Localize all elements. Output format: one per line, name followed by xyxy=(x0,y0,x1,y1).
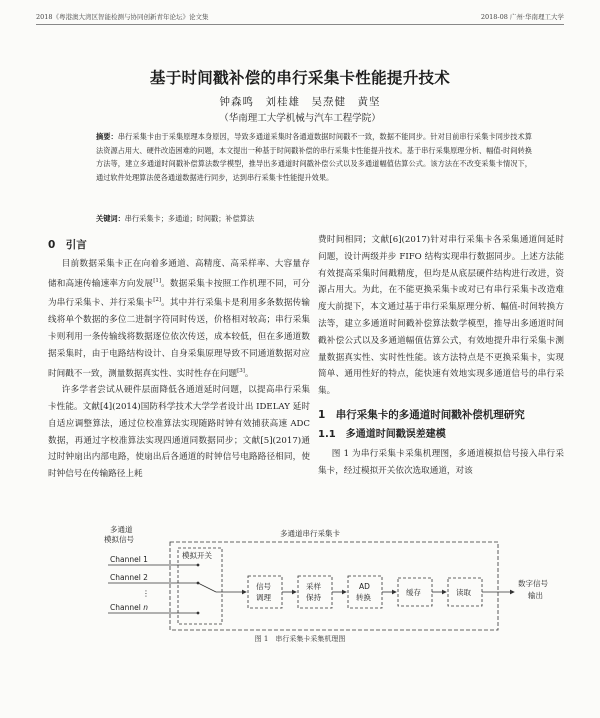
right-column xyxy=(318,232,564,480)
paper-affiliation: （华南理工大学机械与汽车工程学院） xyxy=(219,113,381,124)
channel-n-label xyxy=(110,603,148,612)
block-buffer-label: 缓存 xyxy=(406,588,421,597)
citation-3: [3] xyxy=(237,367,245,374)
intro-text-d: 。 xyxy=(244,368,254,379)
intro-text-c: 。其中并行采集卡是利用多条数据传输线将单个数据的多位二进制字符同时传送，价格相对较高；串行采集卡则利用一条传输线将数据逐位依次传送，成本较低，但在多通道数据采集时，由于电路结构设计、自身采集原理导致不同通道数据对应时间戳不一致，测量数据真实性、实时性存在问题 xyxy=(48,298,310,379)
block-ad-conversion xyxy=(348,576,382,608)
switch-contact-1 xyxy=(197,564,200,567)
left-column xyxy=(48,236,310,483)
switch-arm xyxy=(198,583,216,592)
figure-1-caption: 图 1 串行采集卡采集机理图 xyxy=(254,635,346,643)
channel-1-label: Channel 1 xyxy=(110,555,148,564)
channel-ellipsis: ⋮ xyxy=(142,589,150,598)
block-signal-conditioning-l2: 调理 xyxy=(256,593,271,602)
keywords-label: 关键词： xyxy=(96,214,125,223)
switch-contact-n xyxy=(197,612,200,615)
channel-n-suffix: n xyxy=(143,603,148,612)
section-1-1-paragraph: 图 1 为串行采集卡采集机理图，多通道模拟信号接入串行采集卡，经过模拟开关依次选取通道，对该 xyxy=(318,448,564,476)
channel-2-label: Channel 2 xyxy=(110,573,148,582)
block-read-label: 读取 xyxy=(456,588,471,597)
figure-1 xyxy=(48,524,568,644)
analog-switch-label: 模拟开关 xyxy=(182,551,212,560)
keywords-text: 串行采集卡；多通道；时间戳；补偿算法 xyxy=(124,214,255,223)
analog-label-1: 多通道 xyxy=(110,525,133,534)
keywords xyxy=(96,214,532,224)
block-ad-conversion-l1: AD xyxy=(359,582,370,591)
citation-1: [1] xyxy=(153,277,161,284)
section-1-1-heading: 1.1 多通道时间戳误差建模 xyxy=(318,428,446,440)
header-right: 2018-08 广州·华南理工大学 xyxy=(480,13,564,21)
paper-authors: 钟森鸣 刘桂雄 吴焘健 黄坚 xyxy=(219,96,381,108)
abstract xyxy=(96,130,532,184)
abstract-text: 串行采集卡由于采集原理本身原因，导致多通道采集时各通道数据时间戳不一致，数据不能同步。针对目前串行采集卡同步技术算法资源占用大、硬件改造困难的问题，本文提出一种基于时间戳补偿的串行采集卡性能提升技术。基于串行采集原理分析、幅值-时间转换方法等，建立多通道时间戳补偿算法数学模型，推导出多通道时间戳补偿公式以及多通道幅值估算公式。该方法在不改变采集卡情况下，通过软件处理算法使各通道数据进行同步，达到串行采集卡性能提升效果。 xyxy=(96,132,532,182)
output-label-2: 输出 xyxy=(528,591,543,600)
citation-2: [2] xyxy=(153,297,161,304)
serial-card-title: 多通道串行采集卡 xyxy=(280,529,340,538)
block-signal-conditioning-l1: 信号 xyxy=(256,582,271,591)
paper-title: 基于时间戳补偿的串行采集卡性能提升技术 xyxy=(149,69,451,87)
serial-card-boundary xyxy=(170,542,498,630)
channel-n-prefix: Channel xyxy=(110,603,144,612)
intro-paragraph-3: 费时间相同；文献[6](2017)针对串行采集卡各采集通道间延时问题，设计两级并步 FIFO 结构实现串行数据同步。上述方法能有效提高采集时间戳精度，但均是从底层硬件结构进行改进，资源占用大。为此，在不能更换采集卡或对已有串行采集卡改造难度大前提下，本文通过基于串行采集原理分析、幅值-时间转换方法等，建立多通道时间戳补偿算法数学模型，推导出多通道时间戳补偿公式以及多通道幅值估算公式，有效地提升串行采集卡测量数据真实性、实时性性能。该方法特点是不更换采集卡，实现简单、通用性好的特点，能快速有效地实现多通道信号的串行采集。 xyxy=(318,235,564,397)
figure-1-diagram xyxy=(48,524,568,636)
header-left: 2018《粤港澳大湾区智能检测与协同创新青年论坛》论文集 xyxy=(36,13,209,21)
abstract-label: 摘要： xyxy=(96,132,118,141)
block-signal-conditioning xyxy=(248,576,282,608)
section-1-heading: 1 串行采集卡的多通道时间戳补偿机理研究 xyxy=(318,408,525,421)
running-header xyxy=(36,12,564,25)
block-sample-hold-l2: 保持 xyxy=(306,593,321,602)
block-ad-conversion-l2: 转换 xyxy=(356,593,371,602)
intro-paragraph-1 xyxy=(48,256,310,382)
intro-paragraph-2: 许多学者尝试从硬件层面降低各通道延时问题，以提高串行采集卡性能。文献[4](2014)国防科学技术大学学者设计出 IDELAY 延时自适应调整算法，通过位校准算法实现随路时钟有效捕获高速 ADC 数据，再通过字校准算法实现四通道同数据同步；文献[5](2017)通过时钟扇出内部电路，使扇出后各通道的时钟信号电路路径相同，使时钟信号在传输路径上耗 xyxy=(48,385,310,480)
analog-label-2: 模拟信号 xyxy=(104,535,134,544)
block-sample-hold xyxy=(298,576,332,608)
intro-text-a: 目前数据采集卡正在向着多通道、高精度、高采样率、大容量存储和高速传输速率方向发展 xyxy=(48,259,310,289)
intro-text-b: 。数据采集卡按照工作机理不同，可分为串行采集卡、并行采集卡 xyxy=(48,278,310,309)
block-sample-hold-l1: 采样 xyxy=(306,582,321,591)
output-label-1: 数字信号 xyxy=(518,579,548,588)
section-0-heading: 0 引言 xyxy=(48,239,87,251)
